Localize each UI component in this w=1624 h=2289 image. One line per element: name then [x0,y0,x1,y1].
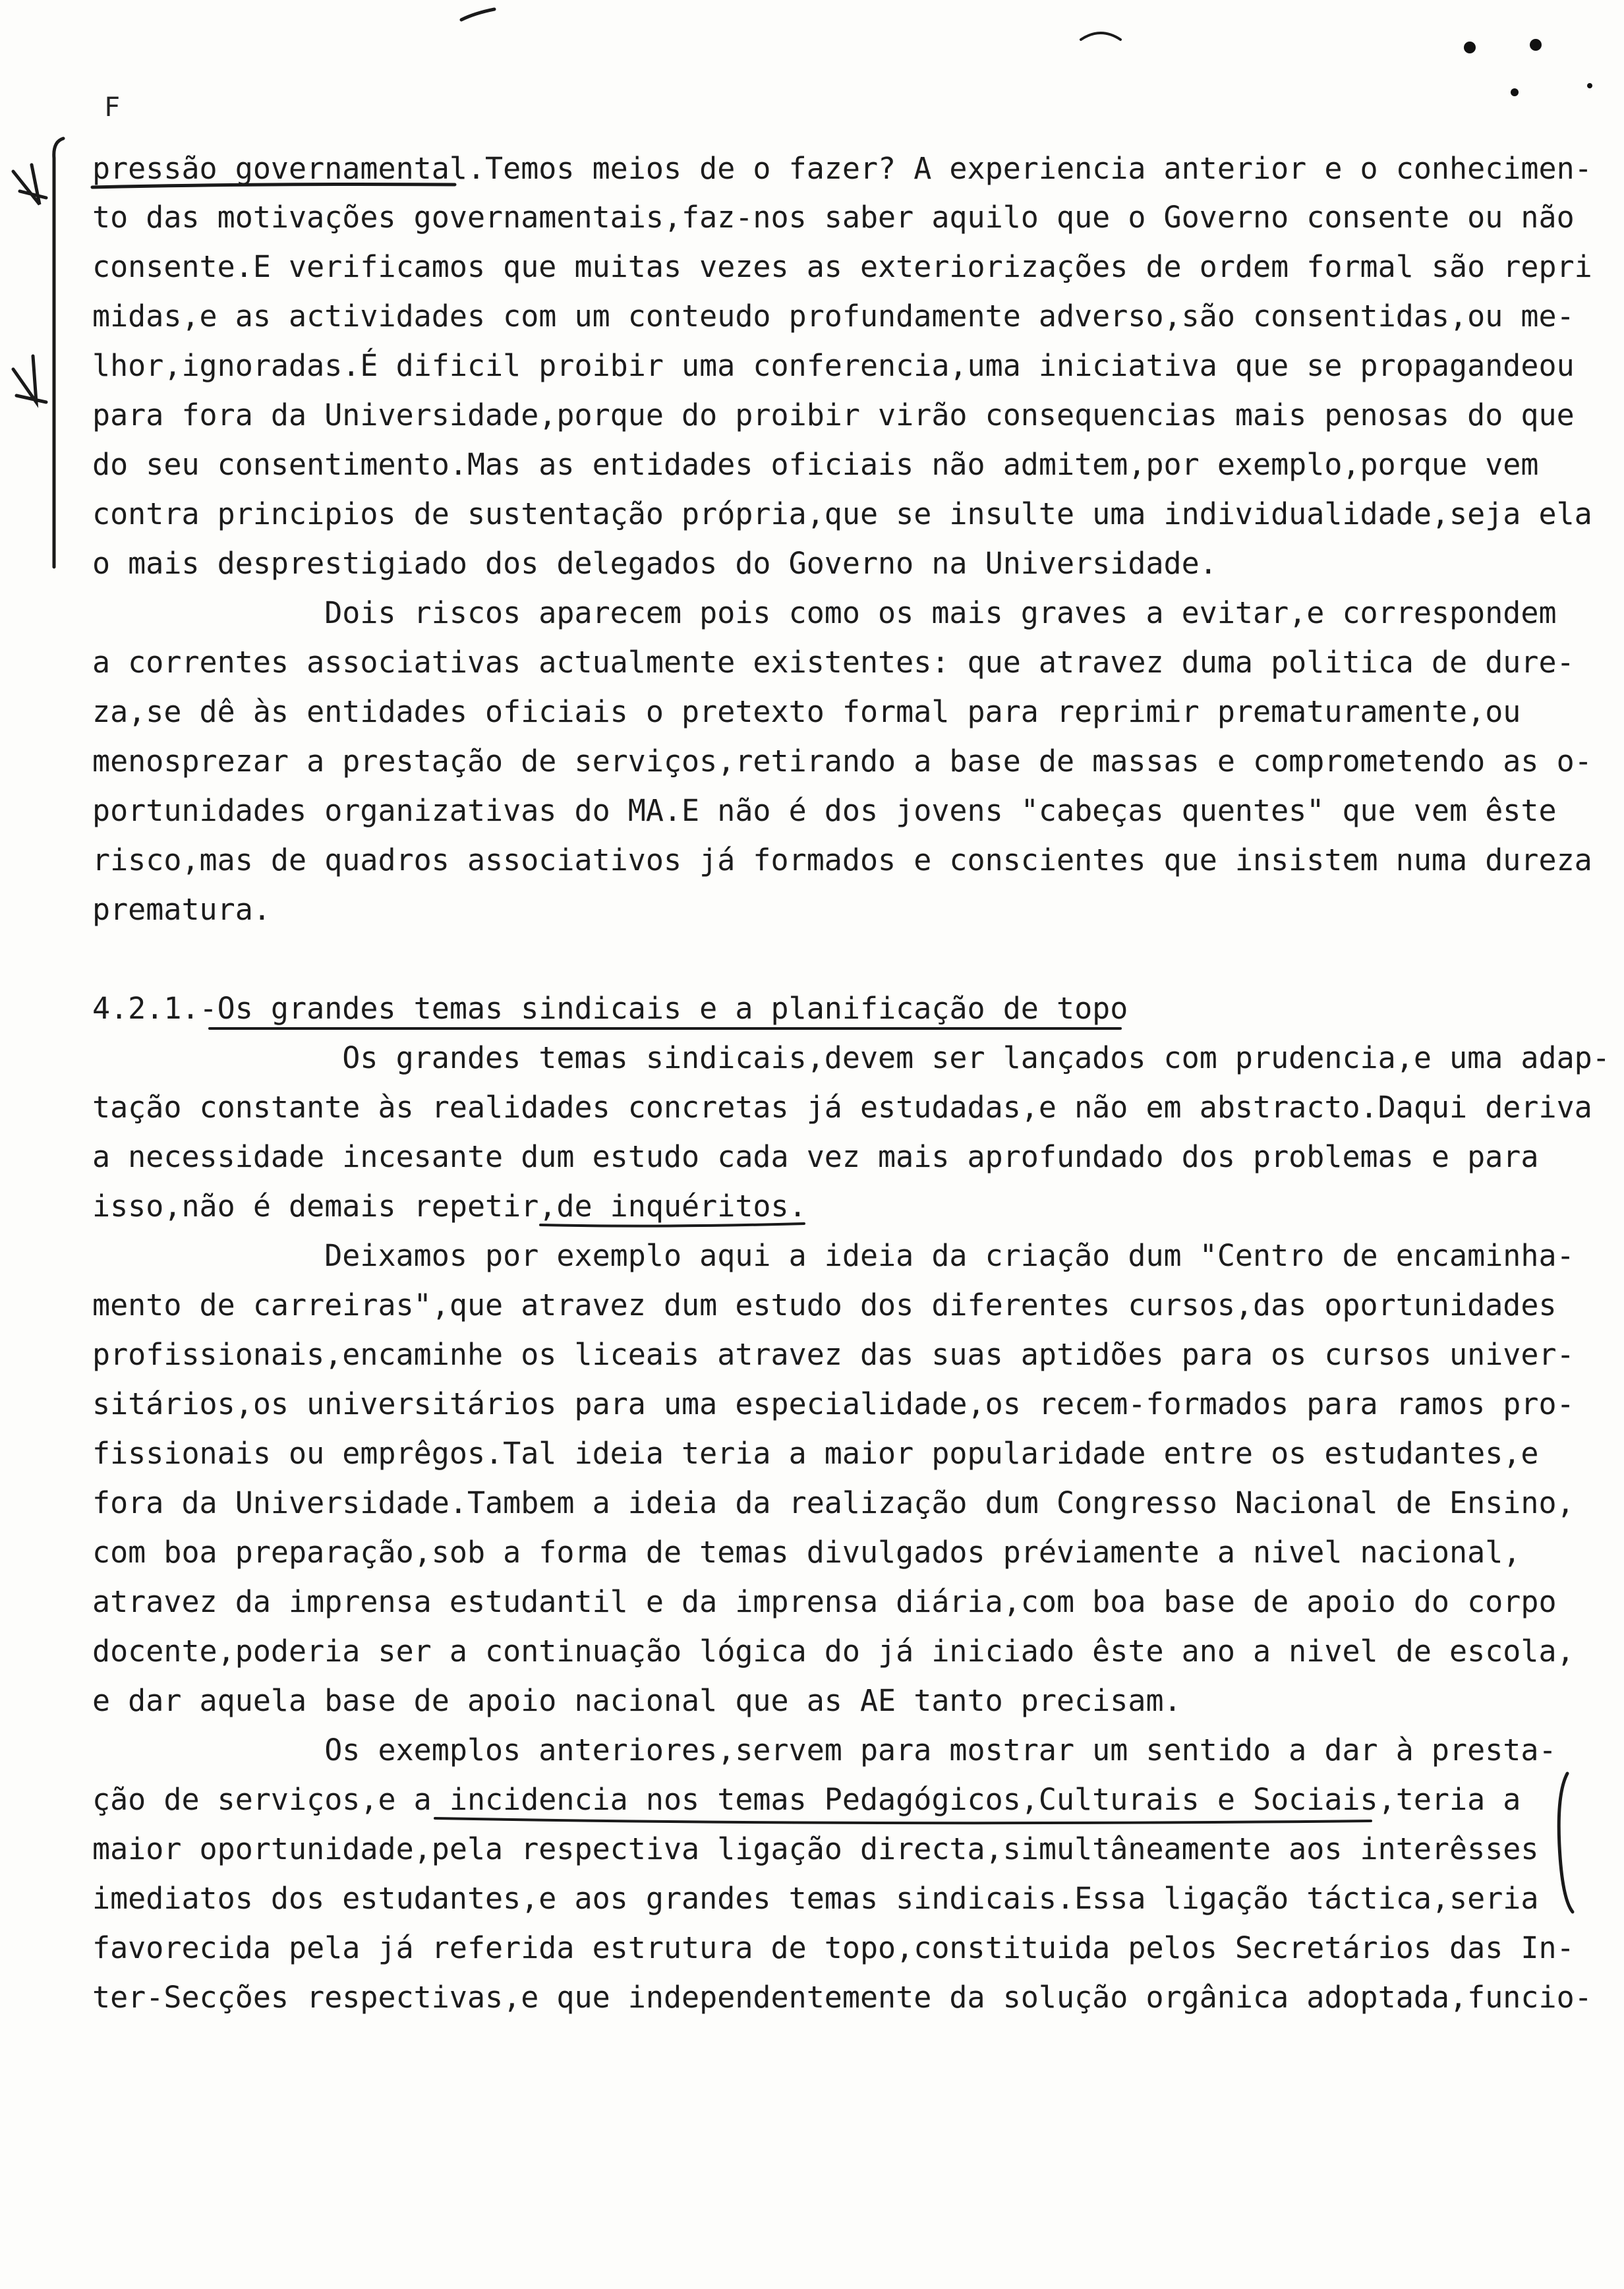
text-line: to das motivações governamentais,faz-nos saber aquilo que o Governo consente ou não [92,200,1575,235]
text-line: favorecida pela já referida estrutura de topo,constituida pelos Secretários das In- [92,1930,1575,1965]
text-line: ção de serviços,e a incidencia nos temas Pedagógicos,Culturais e Sociais,teria a [92,1782,1521,1817]
punch-dot [1464,42,1476,53]
text-line: atravez da imprensa estudantil e da imprensa diária,com boa base de apoio do corpo [92,1584,1557,1619]
text-line: para fora da Universidade,porque do proibir virão consequencias mais penosas do que [92,398,1575,432]
corner-mark: F [104,92,121,123]
text-line: portunidades organizativas do MA.E não é dos jovens "cabeças quentes" que vem êste [92,793,1557,828]
text-line: isso,não é demais repetir,de inquéritos. [92,1189,807,1224]
text-line: tação constante às realidades concretas já estudadas,e não em abstracto.Daqui deriva [92,1090,1592,1125]
text-line: Os grandes temas sindicais,devem ser lançados com prudencia,e uma adap- [92,1040,1610,1075]
text-line: za,se dê às entidades oficiais o pretexto formal para reprimir prematuramente,ou [92,694,1521,729]
text-line: ter-Secções respectivas,e que independentemente da solução orgânica adoptada,funcio- [92,1980,1592,2015]
text-line: e dar aquela base de apoio nacional que as AE tanto precisam. [92,1683,1182,1718]
punch-dot [1511,88,1519,96]
stray-mark [1081,33,1120,40]
text-line: midas,e as actividades com um conteudo profundamente adverso,são consentidas,ou me- [92,299,1575,334]
text-line: fissionais ou emprêgos.Tal ideia teria a maior popularidade entre os estudantes,e [92,1436,1539,1471]
text-line: docente,poderia ser a continuação lógica do já iniciado êste ano a nivel de escola, [92,1634,1575,1669]
text-line: profissionais,encaminhe os liceais atravez das suas aptidões para os cursos univer- [92,1337,1575,1372]
text-line: menosprezar a prestação de serviços,retirando a base de massas e comprometendo as o- [92,744,1592,779]
text-line: prematura. [92,892,271,927]
text-line: consente.E verificamos que muitas vezes as exteriorizações de ordem formal são repri [92,249,1592,284]
punch-dot [1587,83,1592,88]
section-heading [92,992,1588,1031]
text-line: Deixamos por exemplo aqui a ideia da criação dum "Centro de encaminha- [92,1238,1575,1273]
stray-mark [461,9,494,20]
text-line: com boa preparação,sob a forma de temas divulgados préviamente a nivel nacional, [92,1535,1521,1570]
margin-check-mark [13,165,46,204]
text-line: pressão governamental.Temos meios de o fazer? A experiencia anterior e o conhecimen- [92,151,1592,186]
text-line: do seu consentimento.Mas as entidades oficiais não admitem,por exemplo,porque vem [92,447,1539,482]
margin-bracket-left [54,138,63,567]
punch-dot [1530,39,1542,51]
text-line: a necessidade incesante dum estudo cada vez mais aprofundado dos problemas e para [92,1139,1539,1174]
text-line: contra principios de sustentação própria,que se insulte uma individualidade,seja ela [92,496,1592,531]
text-line: maior oportunidade,pela respectiva ligação directa,simultâneamente aos interêsses [92,1831,1539,1866]
text-line: sitários,os universitários para uma especialidade,os recem-formados para ramos pro- [92,1386,1575,1421]
section-title: Os grandes temas sindicais e a planificação de topo [217,991,1128,1026]
text-line: Dois riscos aparecem pois como os mais graves a evitar,e correspondem [92,595,1557,630]
margin-check-mark [13,356,46,402]
text-line: mento de carreiras",que atravez dum estudo dos diferentes cursos,das oportunidades [92,1288,1557,1323]
text-line: risco,mas de quadros associativos já formados e conscientes que insistem numa dureza [92,843,1592,877]
text-line: fora da Universidade.Tambem a ideia da realização dum Congresso Nacional de Ensino, [92,1485,1575,1520]
text-line: a correntes associativas actualmente existentes: que atravez duma politica de dure- [92,645,1575,680]
text-line: imediatos dos estudantes,e aos grandes temas sindicais.Essa ligação táctica,seria [92,1881,1539,1916]
text-line: Os exemplos anteriores,servem para mostrar um sentido a dar à presta- [92,1733,1557,1768]
text-line: lhor,ignoradas.É dificil proibir uma conferencia,uma iniciativa que se propagandeou [92,348,1575,383]
text-line: o mais desprestigiado dos delegados do Governo na Universidade. [92,546,1217,581]
section-number: 4.2.1.- [92,991,218,1026]
